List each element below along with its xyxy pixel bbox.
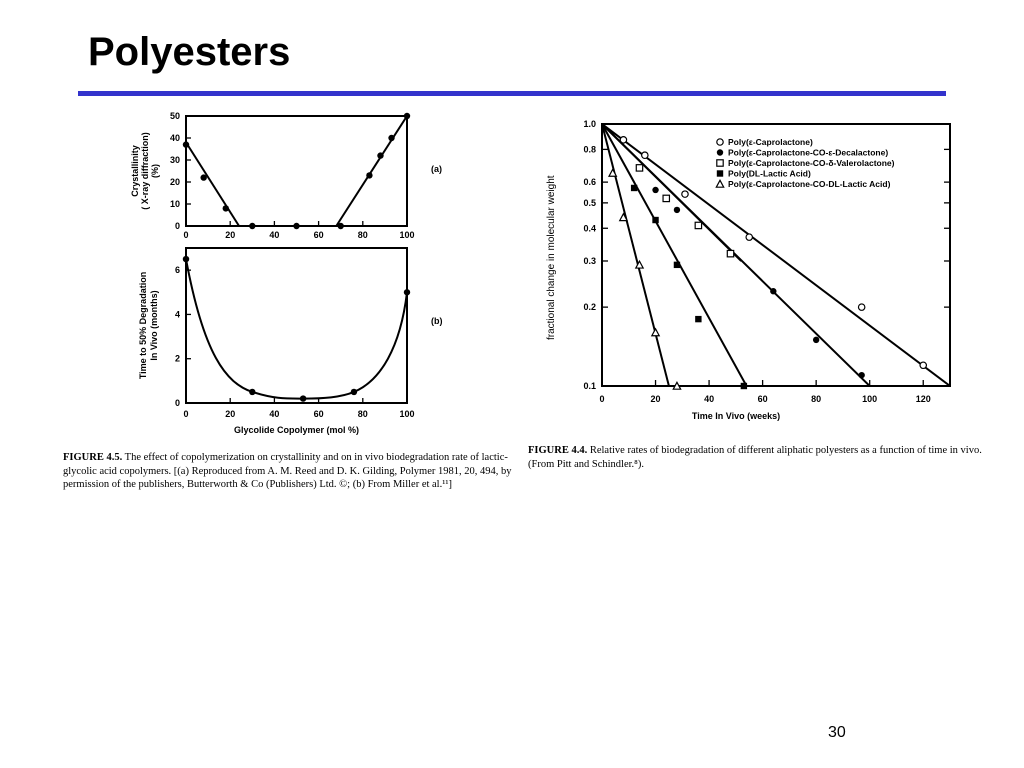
x-tick-label: 40 — [269, 409, 280, 419]
y-axis-label-line: (%) — [150, 164, 160, 178]
y-axis-label-line: In Vivo (months) — [149, 290, 159, 361]
x-tick-label: 20 — [225, 409, 236, 419]
data-point — [674, 207, 680, 213]
figure-4-5-caption — [63, 451, 523, 492]
x-tick-label: 40 — [269, 230, 280, 240]
x-tick-label: 60 — [757, 394, 768, 404]
fit-line — [336, 116, 407, 226]
fit-line — [186, 142, 239, 226]
y-tick-label: 0 — [174, 221, 180, 231]
degradation-time-chart — [120, 244, 450, 440]
x-tick-label: 80 — [357, 230, 368, 240]
data-point — [652, 217, 658, 223]
data-point — [388, 135, 394, 141]
y-axis-label-line: ( X-ray diffraction) — [140, 132, 150, 210]
y-tick-label: 6 — [174, 265, 180, 276]
data-point — [293, 223, 299, 229]
x-tick-label: 0 — [183, 409, 189, 419]
y-tick-label: 0.1 — [583, 381, 596, 391]
legend-entry: Poly(ε-Caprolactone-CO-ε-Decalactone) — [728, 147, 889, 158]
crystallinity-chart — [120, 108, 450, 243]
y-axis-label — [138, 272, 159, 379]
y-tick-label: 20 — [169, 177, 180, 187]
plot-frame — [186, 116, 407, 226]
panel-label: (b) — [431, 316, 443, 326]
data-point — [183, 141, 189, 147]
panel-label: (a) — [431, 164, 442, 174]
data-point — [223, 205, 229, 211]
y-tick-label: 30 — [169, 155, 180, 165]
data-point — [652, 329, 659, 336]
data-point — [249, 389, 255, 395]
x-tick-label: 40 — [704, 394, 715, 404]
data-point — [249, 223, 255, 229]
y-tick-label: 0.8 — [583, 144, 596, 155]
x-axis-label: Time In Vivo (weeks) — [691, 411, 781, 421]
data-point — [727, 250, 733, 256]
y-tick-label: 0.6 — [583, 177, 596, 188]
data-point — [631, 185, 637, 191]
x-tick-label: 0 — [183, 230, 189, 240]
data-point — [404, 113, 410, 119]
x-tick-label: 100 — [399, 230, 415, 240]
legend-marker — [717, 160, 723, 166]
data-point — [366, 172, 372, 178]
data-point — [652, 187, 658, 193]
y-tick-label: 0.3 — [583, 255, 596, 266]
y-tick-label: 1.0 — [583, 119, 596, 129]
title-underline — [78, 91, 946, 96]
legend-entry: Poly(DL-Lactic Acid) — [728, 168, 811, 179]
figure-4-4-caption — [528, 444, 988, 471]
data-point — [858, 372, 864, 378]
x-tick-label: 20 — [225, 230, 236, 240]
data-point — [377, 152, 383, 158]
y-tick-label: 40 — [169, 133, 180, 143]
series-fit-line — [602, 124, 747, 386]
y-axis-label — [130, 132, 160, 210]
y-axis-label-fractional-change: fractional change in molecular weight — [546, 175, 557, 340]
y-tick-label: 0.4 — [583, 223, 596, 234]
x-tick-label: 100 — [862, 394, 878, 404]
legend-marker — [717, 139, 723, 145]
data-point — [920, 362, 926, 368]
data-point — [695, 316, 701, 322]
data-point — [404, 289, 410, 295]
x-tick-label: 80 — [357, 409, 368, 419]
data-point — [636, 165, 642, 171]
series-fit-line — [602, 124, 669, 386]
data-point — [770, 288, 776, 294]
legend-marker — [717, 170, 723, 176]
figure-4-4-text: Relative rates of biodegradation of different aliphatic polyesters as a function of time in vivo. (From Pitt and Schindler.⁸). — [528, 445, 982, 470]
y-axis-label-line: Time to 50% Degradation — [138, 271, 148, 380]
legend-marker — [716, 180, 723, 187]
data-point — [746, 234, 752, 240]
y-tick-label: 50 — [169, 111, 180, 121]
x-tick-label: 120 — [915, 394, 931, 404]
figure-4-5-text: The effect of copolymerization on crystallinity and on in vivo biodegradation rate of lactic-glycolic acid copolymers. [(a) Reproduced from A. M. Reed and D. K. Gilding, Polymer 1981, 20, 494, by permission of the publishers, Butterworth & Co (Publishers) Ltd. ©; (b) From Miller et al.¹¹] — [63, 452, 512, 490]
y-tick-label: 10 — [169, 199, 180, 209]
data-point — [674, 262, 680, 268]
data-point — [682, 191, 688, 197]
data-point — [183, 256, 189, 262]
plot-frame — [186, 248, 407, 403]
x-tick-label: 20 — [650, 394, 661, 404]
data-point — [338, 223, 344, 229]
x-tick-label: 80 — [811, 394, 822, 404]
x-tick-label: 60 — [313, 409, 324, 419]
legend-marker — [717, 149, 723, 155]
y-tick-label: 0.2 — [583, 302, 596, 313]
x-axis-label: Glycolide Copolymer (mol %) — [233, 425, 360, 435]
data-point — [858, 304, 864, 310]
legend-entry: Poly(ε-Caprolactone) — [728, 137, 813, 147]
y-tick-label: 4 — [174, 309, 180, 320]
x-tick-label: 100 — [399, 409, 415, 419]
legend-entry: Poly(ε-Caprolactone-CO-DL-Lactic Acid) — [728, 179, 891, 189]
x-tick-label: 60 — [313, 230, 324, 240]
legend-entry: Poly(ε-Caprolactone-CO-δ-Valerolactone) — [728, 158, 895, 168]
data-point — [200, 174, 206, 180]
figure-4-4-label: FIGURE 4.4. — [528, 445, 588, 456]
figure-4-5-label: FIGURE 4.5. — [63, 452, 123, 463]
fractional-mw-chart — [568, 115, 963, 435]
page-number: 30 — [828, 724, 846, 741]
degradation-curve — [186, 259, 407, 399]
data-point — [351, 389, 357, 395]
x-tick-label: 0 — [599, 394, 605, 404]
y-axis-label-line: Crystallinity — [130, 145, 140, 197]
data-point — [695, 222, 701, 228]
data-point — [642, 152, 648, 158]
data-point — [663, 195, 669, 201]
y-tick-label: 2 — [174, 353, 180, 364]
data-point — [741, 383, 747, 389]
data-point — [813, 337, 819, 343]
y-tick-label: 0 — [174, 398, 180, 408]
data-point — [300, 395, 306, 401]
y-tick-label: 0.5 — [583, 197, 596, 208]
slide-title: Polyesters — [88, 30, 291, 74]
